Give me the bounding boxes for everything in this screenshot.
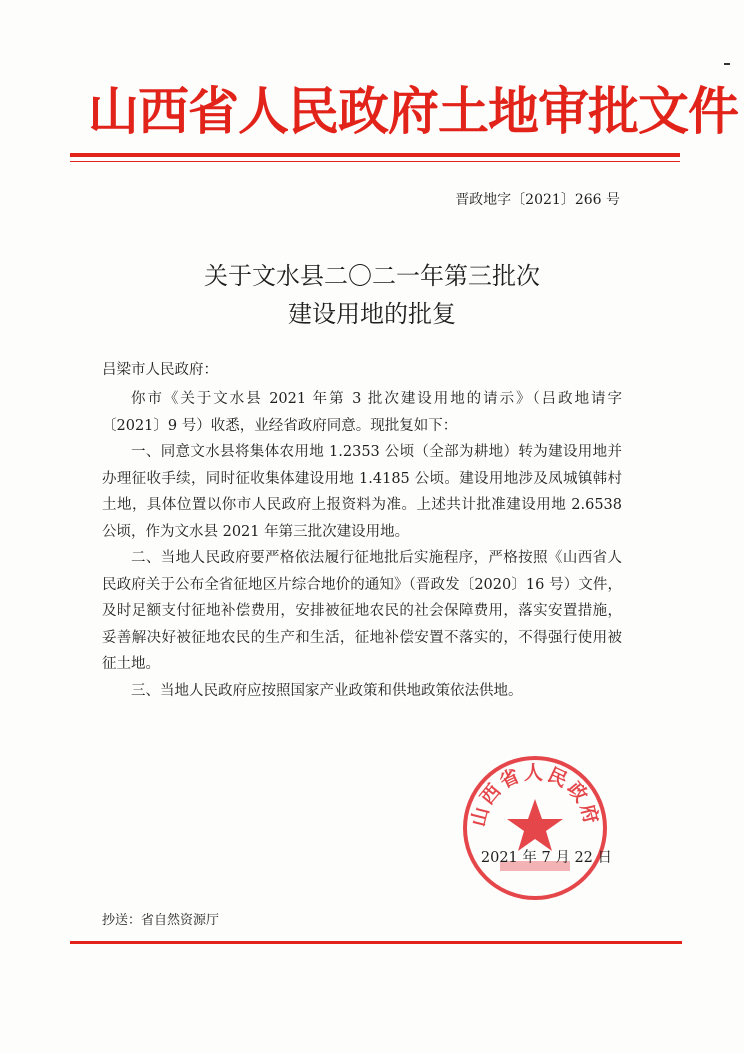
document-title <box>100 257 644 333</box>
header-rule-thin <box>70 161 680 162</box>
document-title-line-2: 建设用地的批复 <box>288 300 456 328</box>
header-rule-thick <box>70 153 680 157</box>
document-body <box>102 386 622 704</box>
header-title: 山西省人民政府土地审批文件 <box>88 82 739 142</box>
document-number: 晋政地字〔2021〕266 号 <box>455 192 620 208</box>
seal-star <box>507 799 563 851</box>
body-paragraph-intro: 你市《关于文水县 2021 年第 3 批次建设用地的请示》（吕政地请字〔2021〕9 号）收悉，业经省政府同意。现批复如下： <box>102 391 622 434</box>
body-paragraph-item-1: 一、同意文水县将集体农用地 1.2353 公顷（全部为耕地）转为建设用地并办理征收手续，同时征收集体建设用地 1.4185 公顷。建设用地涉及凤城镇韩村土地，具体位置以你市人民政府上报资料为准。上述共计批准建设用地 2.6538 公顷，作为文水县 2021 年第三批次建设用地。 <box>102 444 622 540</box>
body-paragraph-item-3: 三、当地人民政府应按照国家产业政策和供地政策依法供地。 <box>131 682 523 699</box>
addressee: 吕梁市人民政府： <box>102 362 218 378</box>
body-paragraph-item-2: 二、当地人民政府要严格依法履行征地批后实施程序，严格按照《山西省人民政府关于公布全省征地区片综合地价的通知》（晋政发〔2020〕16 号）文件，及时足额支付征地补偿费用，安排被征地农民的社会保障费用，落实安置措施，妥善解决好被征地农民的生产和生活，征地补偿安置不落实的，不得强行使用被征土地。 <box>102 550 622 672</box>
document-title-line-1: 关于文水县二〇二一年第三批次 <box>204 262 540 290</box>
footer-rule <box>70 941 682 944</box>
carbon-copy-line: 抄送：省自然资源厅 <box>102 913 220 928</box>
document-date: 2021 年 7 月 22 日 <box>480 850 612 866</box>
official-seal-stamp <box>460 753 610 903</box>
scan-mark <box>724 63 730 65</box>
seal-text: 山西省人民政府 <box>467 762 603 829</box>
